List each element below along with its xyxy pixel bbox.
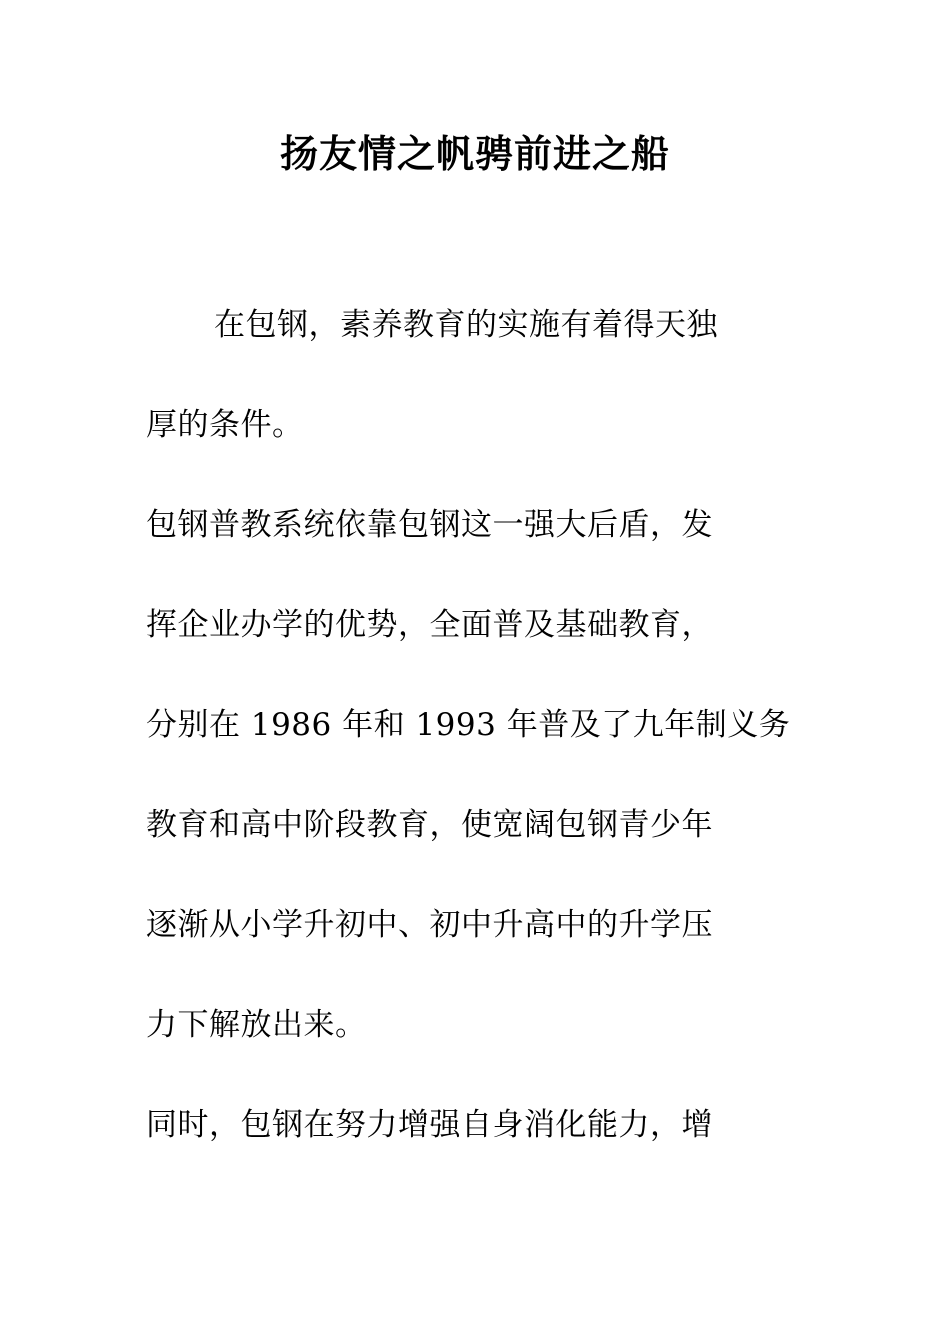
paragraph-line-5: 分别在 1986 年和 1993 年普及了九年制义务 (146, 707, 791, 743)
paragraph-line-8: 力下解放出来。 (146, 1007, 367, 1043)
paragraph-line-6: 教育和高中阶段教育，使宽阔包钢青少年 (146, 807, 713, 843)
paragraph-line-2: 厚的条件。 (146, 407, 304, 443)
paragraph-line-4: 挥企业办学的优势，全面普及基础教育， (146, 607, 713, 643)
paragraph-line-9: 同时，包钢在努力增强自身消化能力，增 (146, 1107, 713, 1143)
paragraph-line-1: 在包钢，素养教育的实施有着得天独 (214, 307, 718, 343)
paragraph-line-3: 包钢普教系统依靠包钢这一强大后盾，发 (146, 507, 713, 543)
document-title: 扬友情之帆骋前进之船 (279, 131, 670, 176)
paragraph-line-7: 逐渐从小学升初中、初中升高中的升学压 (146, 907, 713, 943)
